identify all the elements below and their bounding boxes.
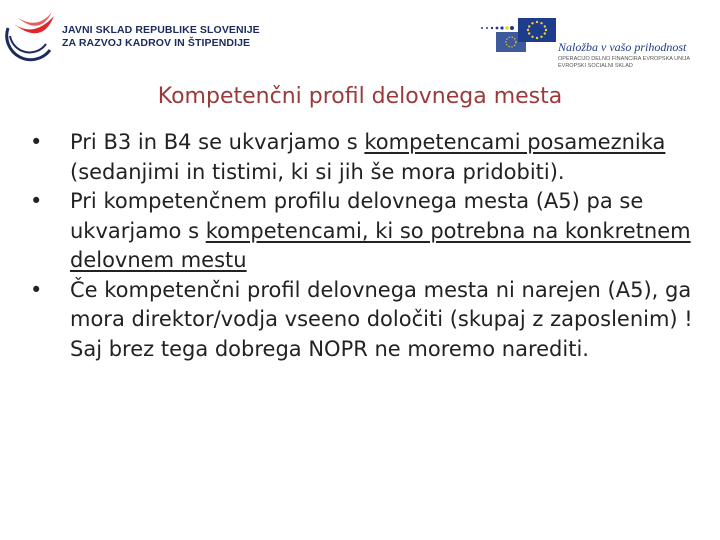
slide-header <box>0 0 720 80</box>
bullet-text: (sedanjimi in tistimi, ki si jih še mora pridobiti). <box>70 159 565 184</box>
underlined-text: kompetencami posameznika <box>364 130 666 154</box>
eu-subtext-line2: EVROPSKI SOCIALNI SKLAD <box>558 62 633 69</box>
eu-subtext <box>558 56 690 69</box>
bullet-item <box>28 187 708 276</box>
bullet-text: Če kompetenčni profil delovnega mesta ni narejen (A5), ga mora direktor/vodja vseeno določiti (skupaj z zaposlenim) ! Saj brez tega dobrega NOPR ne moremo narediti. <box>70 277 693 361</box>
bullet-item <box>28 128 708 187</box>
eu-flag-shadow-icon <box>496 32 526 52</box>
bullet-text: Pri kompetenčnem profilu delovnega mesta (A5) pa se ukvarjamo s <box>70 189 644 243</box>
bullet-marker: • <box>30 277 43 302</box>
organization-name-line1: JAVNI SKLAD REPUBLIKE SLOVENIJE <box>62 24 260 36</box>
organization-name-line2: ZA RAZVOJ KADROV IN ŠTIPENDIJE <box>62 37 251 49</box>
bullet-text: Pri B3 in B4 se ukvarjamo s <box>70 130 365 154</box>
decorative-dots-icon <box>480 24 514 32</box>
fund-logo-icon <box>4 10 56 62</box>
slide-content <box>28 128 708 364</box>
bullet-item <box>28 276 708 365</box>
bullet-marker: • <box>30 130 43 154</box>
organization-name <box>62 24 260 50</box>
eu-logo-block <box>478 18 718 70</box>
eu-subtext-line1: OPERACIJO DELNO FINANCIRA EVROPSKA UNIJA <box>558 56 691 62</box>
eu-slogan: Naložba v vašo prihodnost <box>558 40 687 54</box>
bullet-marker: • <box>30 189 43 213</box>
bullet-list <box>28 128 708 364</box>
underlined-text: kompetencami, ki so potrebna na konkretnem delovnem mestu <box>70 218 691 272</box>
slide-title: Kompetenčni profil delovnega mesta <box>157 84 563 109</box>
